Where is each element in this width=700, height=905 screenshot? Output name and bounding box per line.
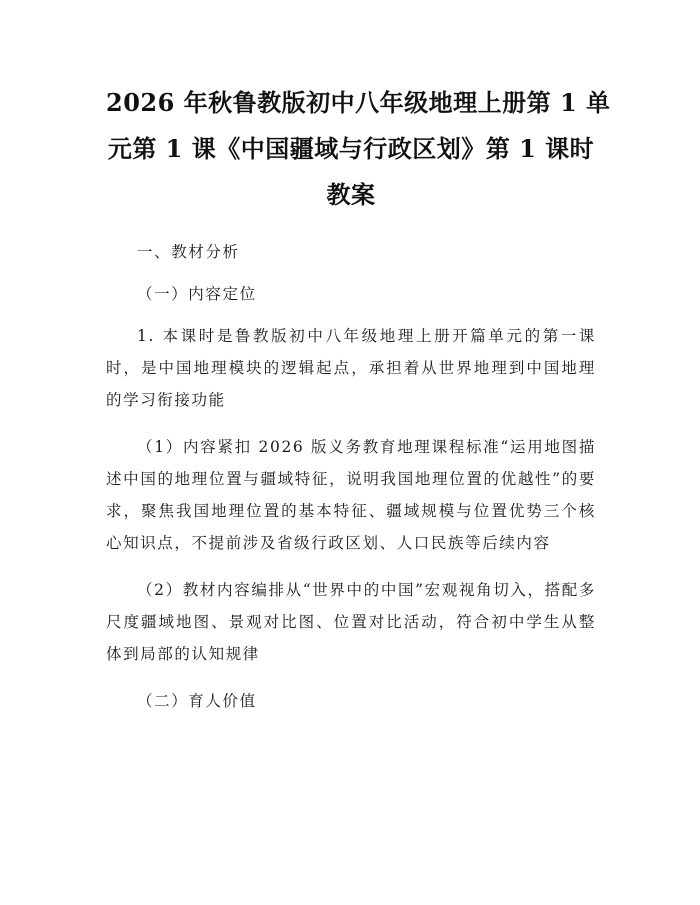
section-heading-textbook-analysis: 一、教材分析 xyxy=(137,243,240,261)
document-title xyxy=(106,80,611,218)
document-body xyxy=(106,236,596,717)
title-line-2: 元第 1 课《中国疆域与行政区划》第 1 课时 xyxy=(107,134,595,163)
paragraph-1: 1. 本课时是鲁教版初中八年级地理上册开篇单元的第一课时，是中国地理模块的逻辑起点，承担着从世界地理到中国地理的学习衔接功能 xyxy=(106,327,596,409)
paragraph-1-2: （2）教材内容编排从“世界中的中国”宏观视角切入，搭配多尺度疆域地图、景观对比图、位置对比活动，符合初中学生从整体到局部的认知规律 xyxy=(106,581,596,663)
title-line-3: 教案 xyxy=(326,180,376,209)
subsection-heading-educational-value: （二）育人价值 xyxy=(137,692,257,710)
paragraph-1-1: （1）内容紧扣 2026 版义务教育地理课程标准“运用地图描述中国的地理位置与疆域特征，说明我国地理位置的优越性”的要求，聚焦我国地理位置的基本特征、疆域规模与位置优势三个核心知识点，不提前涉及省级行政区划、人口民族等后续内容 xyxy=(106,438,596,552)
subsection-heading-content-positioning: （一）内容定位 xyxy=(137,285,257,303)
title-line-1: 2026 年秋鲁教版初中八年级地理上册第 1 单 xyxy=(106,88,611,117)
